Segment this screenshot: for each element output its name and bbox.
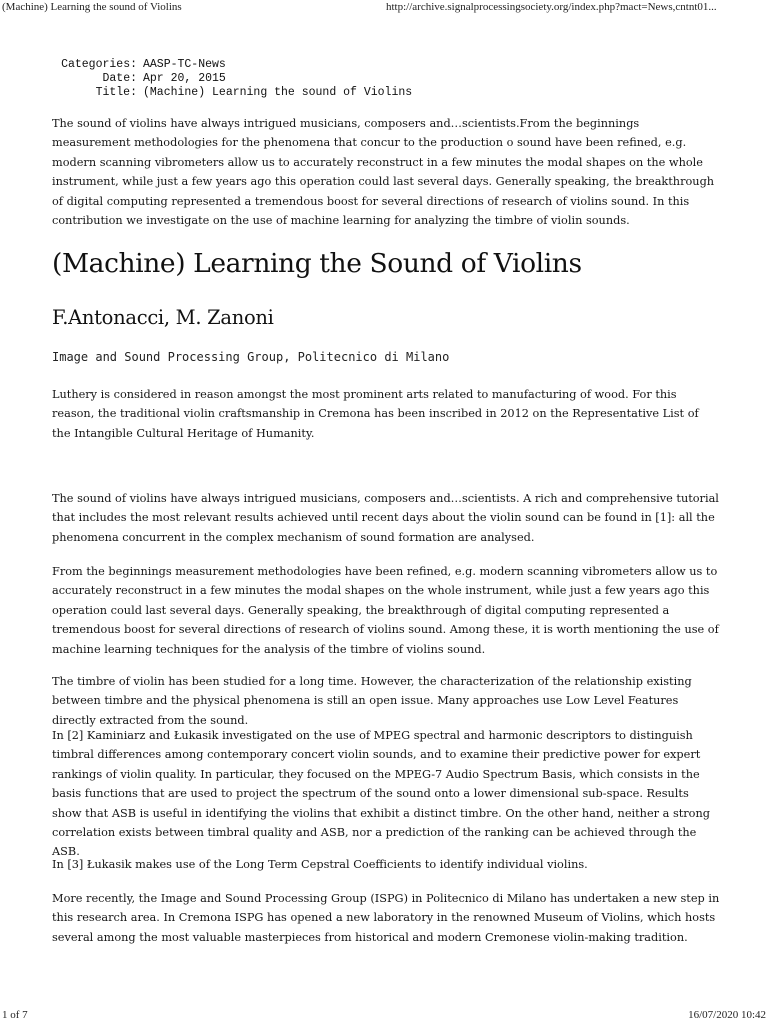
body-paragraph: In [2] Kaminiarz and Łukasik investigated on the use of MPEG spectral and harmonic descriptors to distinguish timbral differences among contemporary concert violin sounds, and to examine their predictive power for expert rankings of violin quality. In particular, they focused on the MPEG-7 Audio Spectrum Basis, which consists in the basis functions that are used to project the spectrum of the sound onto a lower dimensional sub-space. Results show that ASB is useful in identifying the violins that exhibit a distinct timbre. On the other hand, neither a strong correlation exists between timbral quality and ASB, nor a prediction of the ranking can be achieved through the ASB.	[52, 729, 710, 859]
meta-value: (Machine) Learning the sound of Violins	[143, 86, 413, 99]
meta-key: Categories:	[61, 58, 137, 71]
article-title: (Machine) Learning the Sound of Violins	[52, 248, 582, 279]
print-url[interactable]: http://archive.signalprocessingsociety.org/index.php?mact=News,cntnt01...	[386, 1, 717, 13]
print-datetime: 16/07/2020 10:42	[688, 1009, 766, 1021]
meta-date	[52, 72, 412, 86]
body-paragraph: From the beginnings measurement methodologies have been refined, e.g. modern scanning vibrometers allow us to accurately reconstruct in a few minutes the modal shapes on the whole instrument, while just a few years ago this operation could last several days. Generally speaking, the breakthrough of digital computing represented a tremendous boost for several directions of research of violins sound. Among these, it is worth mentioning the use of machine learning techniques for the analysis of the timbre of violins sound.	[52, 565, 719, 656]
meta-value: Apr 20, 2015	[143, 72, 226, 85]
article-meta	[52, 58, 412, 100]
meta-categories	[52, 58, 412, 72]
print-footer	[0, 1008, 768, 1024]
page-counter: 1 of 7	[2, 1009, 28, 1021]
body-paragraph: The timbre of violin has been studied for a long time. However, the characterization of the relationship existing between timbre and the physical phenomena is still an open issue. Many approaches use Low Level Features directly extracted from the sound.	[52, 675, 692, 727]
body-paragraph: In [3] Łukasik makes use of the Long Term Cepstral Coefficients to identify individual violins.	[52, 858, 588, 871]
print-page-title: (Machine) Learning the sound of Violins	[2, 1, 182, 13]
print-header	[0, 0, 768, 16]
article-authors: F.Antonacci, M. Zanoni	[52, 306, 274, 329]
summary-paragraph: The sound of violins have always intrigued musicians, composers and…scientists.From the beginnings measurement methodologies for the phenomena that concur to the production o sound have been refined, e.g. modern scanning vibrometers allow us to accurately reconstruct in a few minutes the modal shapes on the whole instrument, while just a few years ago this operation could last several days. Generally speaking, the breakthrough of digital computing represented a tremendous boost for several directions of research of violins sound. In this contribution we investigate on the use of machine learning for analyzing the timbre of violin sounds.	[52, 117, 715, 228]
meta-key: Date:	[102, 72, 137, 85]
meta-value[interactable]: AASP-TC-News	[143, 58, 226, 71]
body-paragraph: The sound of violins have always intrigued musicians, composers and…scientists. A rich and comprehensive tutorial that includes the most relevant results achieved until recent days about the violin sound can be found in [1]: all the phenomena concurrent in the complex mechanism of sound formation are analysed.	[52, 492, 719, 544]
meta-title	[52, 86, 412, 100]
article-affiliation: Image and Sound Processing Group, Politecnico di Milano	[52, 350, 450, 364]
meta-key: Title:	[95, 86, 137, 99]
body-paragraph: Luthery is considered in reason amongst the most prominent arts related to manufacturing of wood. For this reason, the traditional violin craftsmanship in Cremona has been inscribed in 2012 on the Representative List of the Intangible Cultural Heritage of Humanity.	[52, 388, 699, 440]
body-paragraph: More recently, the Image and Sound Processing Group (ISPG) in Politecnico di Milano has undertaken a new step in this research area. In Cremona ISPG has opened a new laboratory in the renowned Museum of Violins, which hosts several among the most valuable masterpieces from historical and modern Cremonese violin-making tradition.	[52, 892, 720, 944]
